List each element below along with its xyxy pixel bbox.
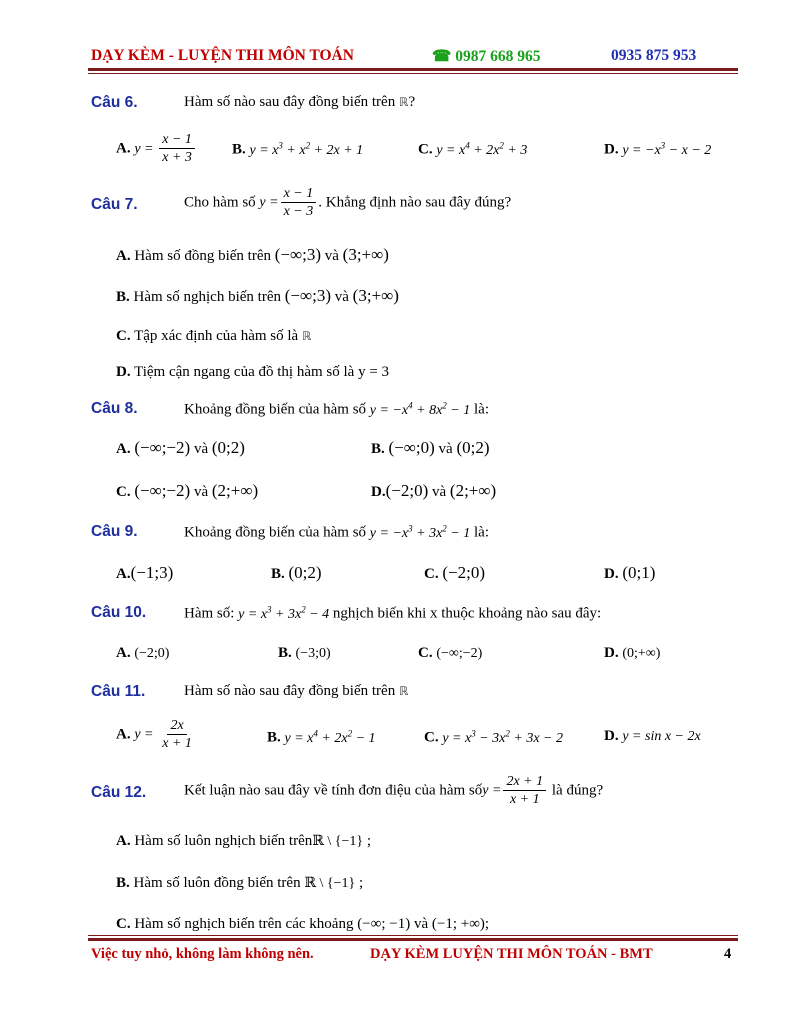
header-rule-thin [88,73,738,74]
footer-rule-thin [88,935,738,936]
q8-option-a: A. (−∞;−2) và (0;2) [116,438,245,457]
q11-option-b: B. $y = x^4 + 2x^2 - 1$ [267,728,376,746]
q6-option-a: A. y = $\frac{x - 1}{x + 3}$ [116,132,197,166]
q8-option-b: B. (−∞;0) và (0;2) [371,438,490,457]
telephone-icon: ☎ [432,48,452,65]
q6-text: Hàm số nào sau đây đồng biến trên ℝ? [184,94,416,110]
q6-option-d: D. $y = -x^3 - x - 2$ [604,140,712,158]
q6-number: Câu 6. [91,94,138,111]
q9-option-d: D. (0;1) [604,563,656,582]
q8-option-c: C. (−∞;−2) và (2;+∞) [116,481,259,500]
footer-rule [88,938,738,941]
q9-text: Khoảng đồng biến của hàm số $y = -x^3 + 3x^2 - 1$ là: [184,523,489,541]
footer-title: DẠY KÈM LUYỆN THI MÔN TOÁN - BMT [370,946,653,962]
header-rule [88,68,738,71]
q10-option-c: C. (−∞;−2) [418,645,483,661]
q10-option-a: A. (−2;0) [116,645,170,661]
q10-option-b: B. (−3;0) [278,645,331,661]
q7-option-b: B. Hàm số nghịch biến trên (−∞;3) và (3;+∞) [116,286,399,305]
q9-option-c: C. (−2;0) [424,563,485,582]
q12-option-b: B. Hàm số luôn đồng biến trên ℝ \ {−1} ; [116,875,364,891]
q7-number: Câu 7. [91,196,138,213]
q12-option-a: A. Hàm số luôn nghịch biến trênℝ \ {−1} ; [116,833,372,849]
header-phone-2: 0935 875 953 [611,47,697,64]
q12-option-c: C. Hàm số nghịch biến trên các khoảng (−∞; −1) và (−1; +∞); [116,916,490,932]
header-title: DẠY KÈM - LUYỆN THI MÔN TOÁN [91,47,354,64]
q11-option-d: D. y = sin x − 2x [604,728,701,744]
q9-number: Câu 9. [91,523,138,540]
q7-text: Cho hàm số y = $\frac{x - 1}{x - 3}$ . Khẳng định nào sau đây đúng? [184,186,512,220]
q9-option-a: A.(−1;3) [116,563,174,582]
q6-option-c: C. $y = x^4 + 2x^2 + 3$ [418,140,528,158]
q8-text: Khoảng đồng biến của hàm số $y = -x^4 + 8x^2 - 1$ là: [184,400,489,418]
q12-text: Kết luận nào sau đây về tính đơn điệu của hàm sốy = $\frac{2x + 1}{x + 1}$ là đúng? [184,774,604,808]
q10-number: Câu 10. [91,604,147,621]
q10-option-d: D. (0;+∞) [604,645,661,661]
q7-option-a: A. Hàm số đồng biến trên (−∞;3) và (3;+∞) [116,245,389,264]
q8-option-d: D.(−2;0) và (2;+∞) [371,481,497,500]
footer-motto: Việc tuy nhỏ, không làm không nên. [91,946,314,962]
q10-text: Hàm số: $y = x^3 + 3x^2 - 4$ nghịch biến khi x thuộc khoảng nào sau đây: [184,604,602,622]
q7-option-c: C. Tập xác định của hàm số là ℝ [116,328,312,344]
header-phone-1: ☎ 0987 668 965 [432,48,541,65]
q11-option-a: A. y = $\frac{2x}{x + 1}$ [116,718,192,752]
q6-option-b: B. $y = x^3 + x^2 + 2x + 1$ [232,140,364,158]
q7-option-d: D. Tiệm cận ngang của đồ thị hàm số là y = 3 [116,364,390,380]
q9-option-b: B. (0;2) [271,563,322,582]
q11-option-c: C. $y = x^3 - 3x^2 + 3x - 2$ [424,728,563,746]
page-number: 4 [724,946,732,962]
q8-number: Câu 8. [91,400,138,417]
q12-number: Câu 12. [91,784,147,801]
q11-text: Hàm số nào sau đây đồng biến trên ℝ [184,683,409,699]
q11-number: Câu 11. [91,683,146,700]
